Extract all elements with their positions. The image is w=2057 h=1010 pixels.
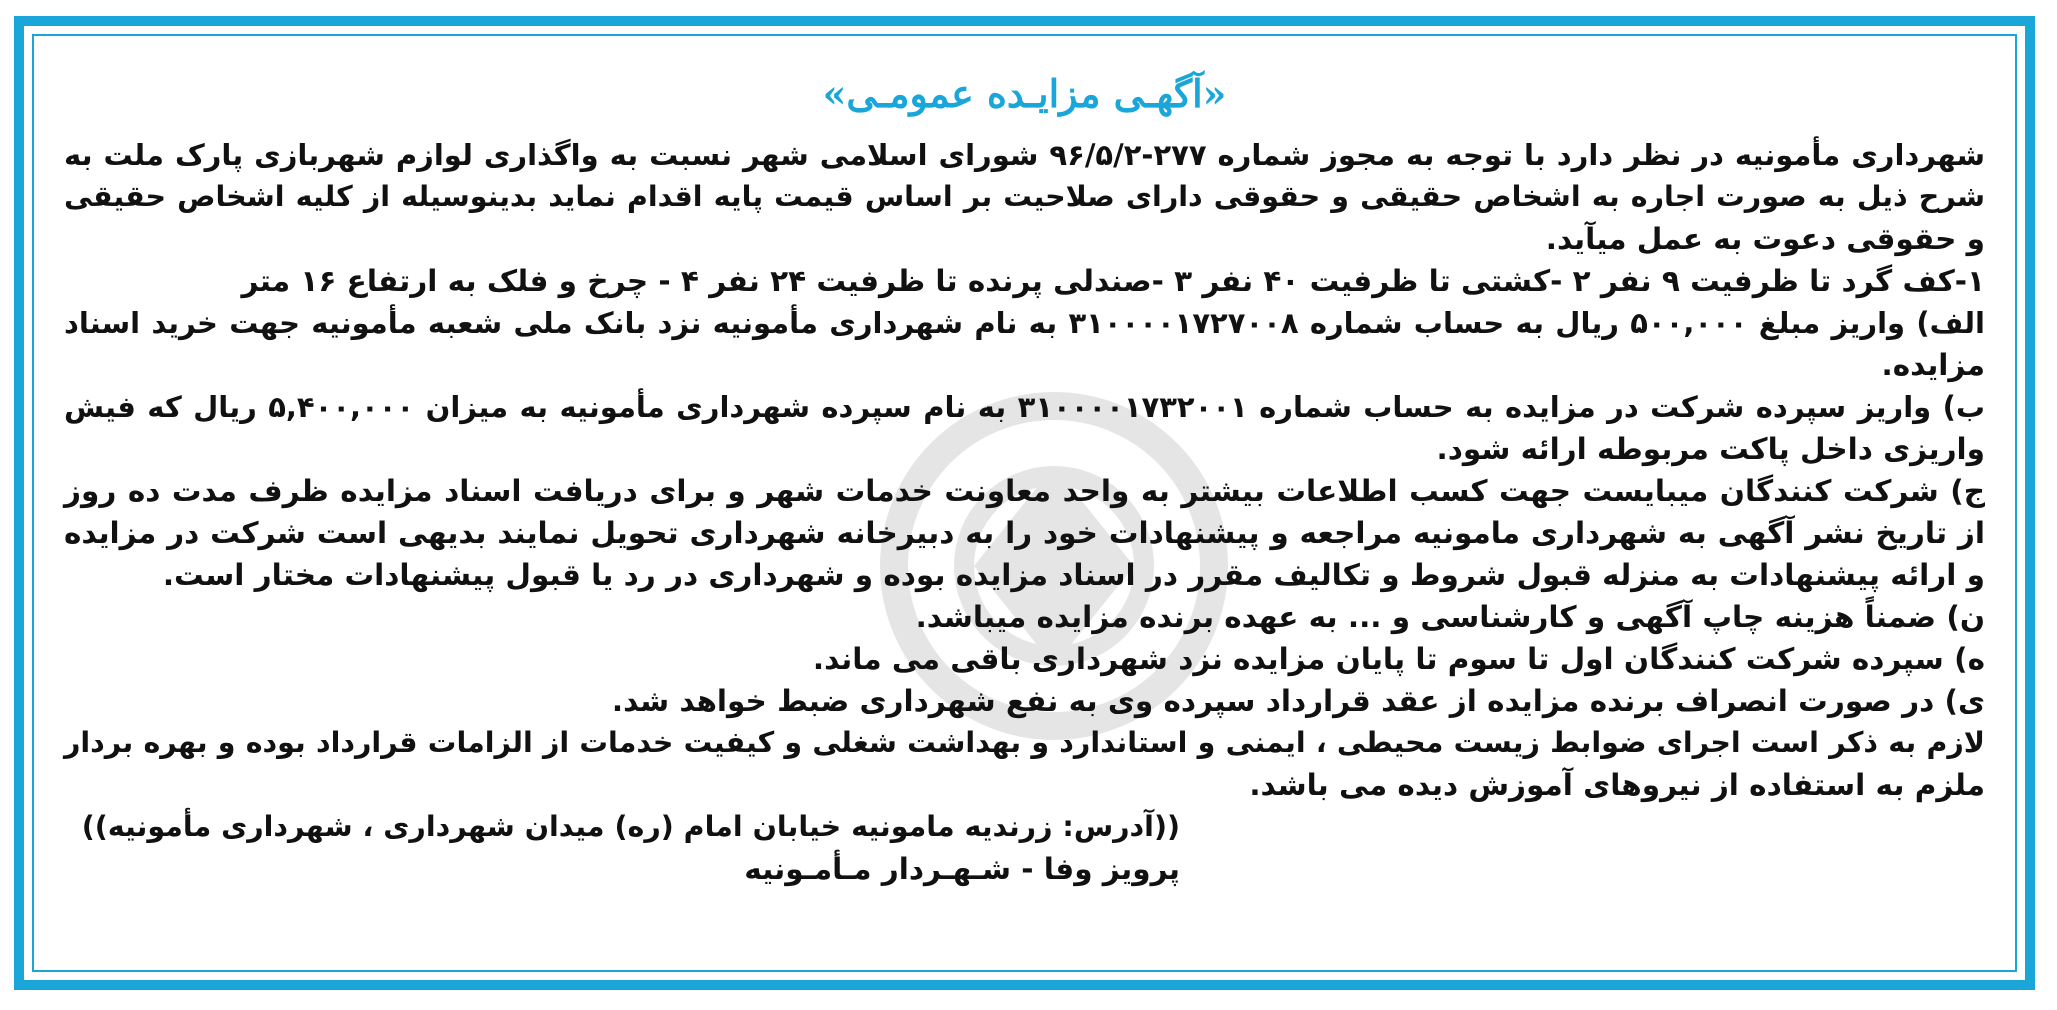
- body-line: از تاریخ نشر آگهی به شهرداری مامونیه مراجعه و پیشنهادات خود را به دبیرخانه شهرداری تحویل نمایند بدیهی است شرکت در مزایده: [64, 516, 1985, 550]
- notice-inner-frame: [32, 34, 2017, 972]
- clause-he: ه) سپرده شرکت کنندگان اول تا سوم تا پایان مزایده نزد شهرداری باقی می ماند.: [812, 642, 1985, 676]
- body-line: و ارائه پیشنهادات به منزله قبول شروط و تکالیف مقرر در اسناد مزایده بوده و شهرداری در رد یا قبول پیشنهادات مختار است.: [162, 558, 1985, 592]
- body-line: مزایده.: [1881, 348, 1985, 382]
- body-line: شهرداری مأمونیه در نظر دارد با توجه به مجوز شماره ۲۷۷-۹۶/۵/۲ شورای اسلامی شهر نسبت به واگذاری لوازم شهربازی پارک ملت به: [64, 138, 1985, 172]
- body-line: واریزی داخل پاکت مربوطه ارائه شود.: [1436, 432, 1985, 466]
- items-line: ۱-کف گرد تا ظرفیت ۹ نفر ۲ -کشتی تا ظرفیت ۴۰ نفر ۳ -صندلی پرنده تا ظرفیت ۲۴ نفر ۴ - چرخ و فلک به ارتفاع ۱۶ متر: [241, 264, 1985, 298]
- body-line: و حقوقی دعوت به عمل میآید.: [1545, 222, 1985, 256]
- signature-line: پرویز وفا - شـهـردار مـأمـونیه: [744, 852, 1180, 886]
- clause-alef: الف) واریز مبلغ ۵۰۰,۰۰۰ ریال به حساب شماره ۳۱۰۰۰۰۱۷۲۷۰۰۸ به نام شهرداری مأمونیه نزد بانک ملی شعبه مأمونیه جهت خرید اسناد: [64, 306, 1985, 340]
- clause-be: ب) واریز سپرده شرکت در مزایده به حساب شماره ۳۱۰۰۰۰۱۷۳۲۰۰۱ به نام سپرده شهرداری مأمونیه به میزان ۵,۴۰۰,۰۰۰ ریال که فیش: [64, 390, 1985, 424]
- notice-title: «آگهـی مزایـده عمومـی»: [822, 71, 1227, 116]
- address-line: ((آدرس: زرندیه مامونیه خیابان امام (ره) میدان شهرداری ، شهرداری مأمونیه)): [81, 810, 1180, 843]
- body-line: ملزم به استفاده از نیروهای آموزش دیده می باشد.: [1249, 768, 1985, 802]
- clause-jim: ج) شرکت کنندگان میبایست جهت کسب اطلاعات بیشتر به واحد معاونت خدمات شهر و برای دریافت اسناد مزایده ظرف مدت ده روز: [64, 474, 1985, 508]
- notice-outer-frame: [14, 16, 2035, 990]
- notice-body: [64, 68, 1985, 950]
- signature-block: [64, 806, 1180, 890]
- clause-ye: ی) در صورت انصراف برنده مزایده از عقد قرارداد سپرده وی به نفع شهرداری ضبط خواهد شد.: [611, 684, 1985, 718]
- title-row: [64, 68, 1985, 120]
- clause-nun: ن) ضمناً هزینه چاپ آگهی و کارشناسی و ... به عهده برنده مزایده میباشد.: [915, 600, 1985, 634]
- body-line: لازم به ذکر است اجرای ضوابط زیست محیطی ، ایمنی و استاندارد و بهداشت شغلی و کیفیت خدمات از الزامات قرارداد بوده و بهره بردار: [64, 726, 1985, 759]
- body-line: شرح ذیل به صورت اجاره به اشخاص حقیقی و حقوقی دارای صلاحیت بر اساس قیمت پایه اقدام نماید بدینوسیله از کلیه اشخاص حقیقی: [64, 180, 1985, 213]
